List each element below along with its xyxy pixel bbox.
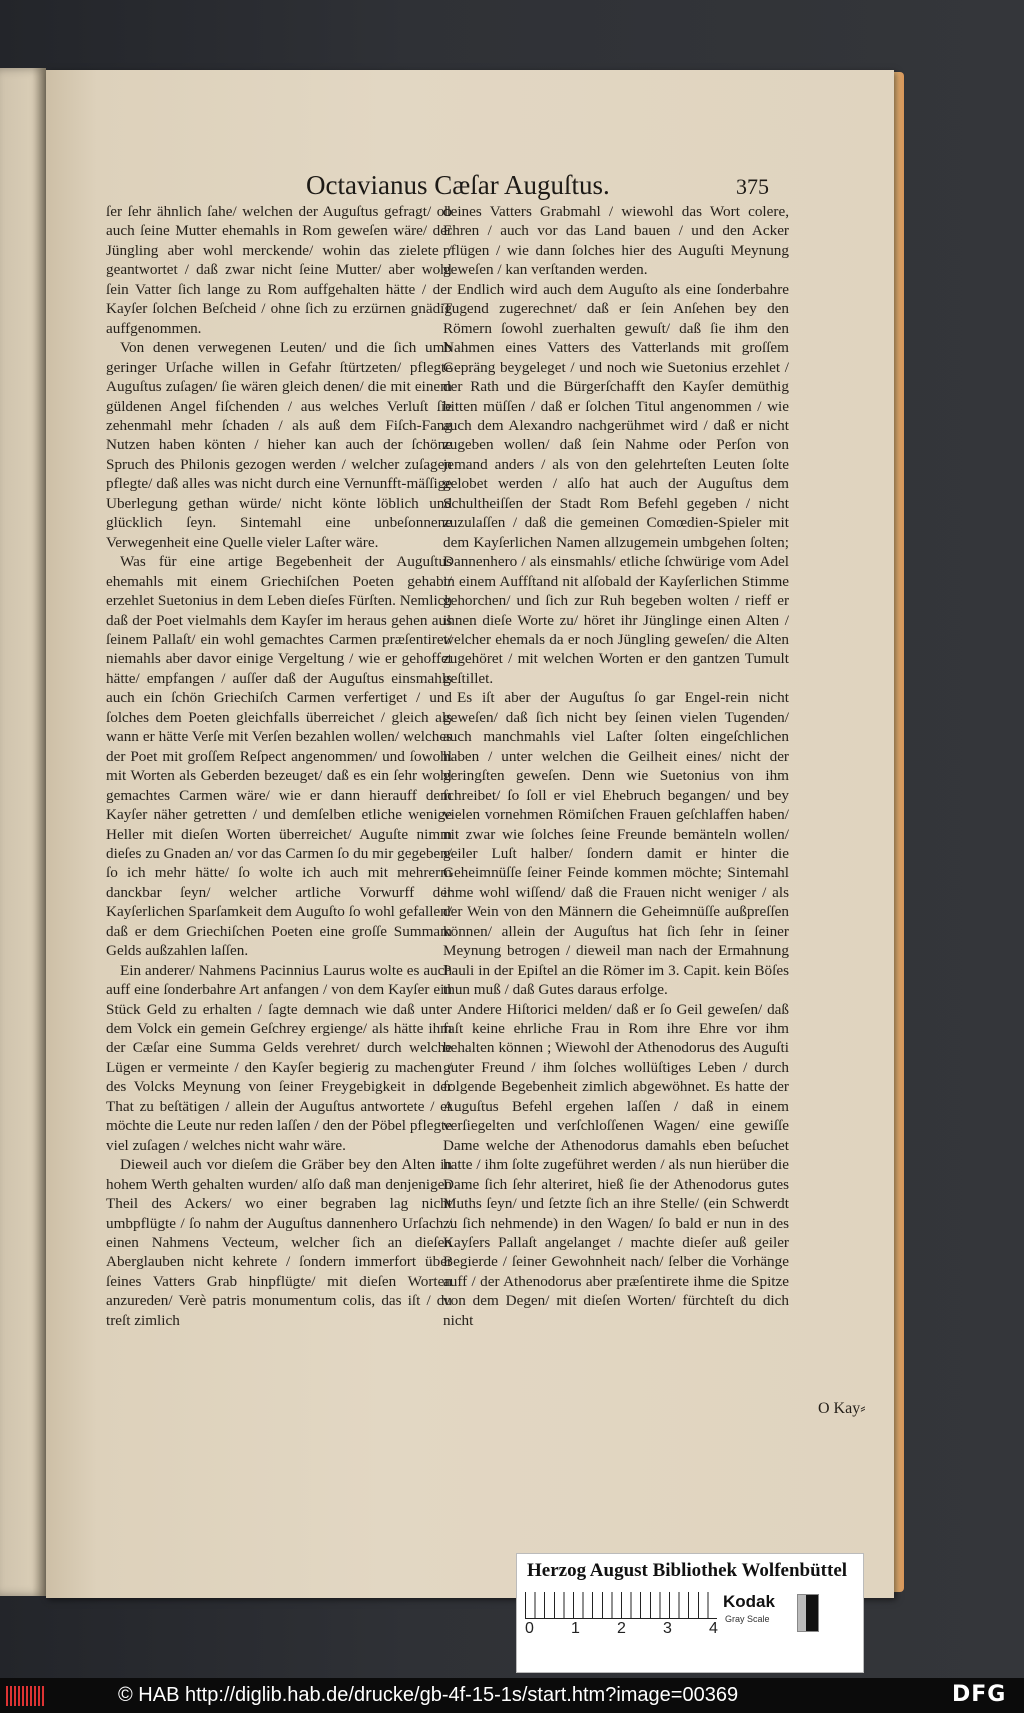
kodak-brand: Kodak bbox=[723, 1592, 775, 1611]
scale-number: 3 bbox=[663, 1620, 672, 1637]
paragraph: Von denen verwegenen Leuten/ und die ſich umb geringer Urſache willen in Gefahr ſtürtzeten/ pflegte Auguſtus zuſagen/ ſie wären gleich denen/ die mit einem güldenen Angel fiſchenden / aus welches Verluſt ſie zehenmahl mehr ſchaden / als auß dem Fiſch-Fang Nutzen haben könten / hieher kan auch der ſchöne Spruch des Philonis gezogen werden / welcher zuſagen pflegte/ daß alles was nicht durch eine Vernunfft-mäſſige Uberlegung gethan würde/ nicht könte löblich und glücklich ſeyn. Sintemahl eine unbeſonnene Verwegenheit eine Quelle vieler Laſter wäre. bbox=[106, 339, 452, 551]
page-number: 375 bbox=[736, 174, 769, 199]
scale-number: 1 bbox=[571, 1620, 580, 1637]
color-calibration-card bbox=[516, 1553, 864, 1673]
library-name: Herzog August Bibliothek Wolfenbüttel bbox=[527, 1560, 848, 1581]
paragraph: Dieweil auch vor dieſem die Gräber bey den Alten in hohem Werth gehalten wurden/ alſo daß man denjenigen Theil des Ackers/ wo einer begraben lag nicht umbpflügte / ſo nahm der Auguſtus dannenhero Urſach / einen Nahmens Vecteum, welcher ſich an dieſen Aberglauben nicht kehrete / ſondern immerfort über ſeines Vatters Grab hinpflügte/ mit dieſen Worten anzureden/ Verè patris monumentum colis, das iſt / du treſt zimlich bbox=[106, 1156, 452, 1329]
paragraph: Andere Hiſtorici melden/ daß er ſo Geil geweſen/ daß faſt keine ehrliche Frau in Rom ihre Ehre vor ihm behalten können ; Wiewohl der Athenodorus des Auguſti guter Freund / ihm ſolches wollüſtiges Leben / durch folgende Begebenheit zimlich abgewöhnet. Es hatte der Auguſtus Befehl ergehen laſſen / daß in einem verſiegelten und verſchloſſenen Wagen/ eine gewiſſe Dame welche der Athenodorus damahls eben beſuchet hatte / ihm ſolte zugeführet werden / als nun hierüber die Dame ſich ſehr alteriret, hieß ſie der Athenodorus gutes Muths ſeyn/ und ſetzte ſich an ihre Stelle/ (ein Schwerdt zu ſich nehmende) in den Wagen/ ſo bald er nun in des Kayſers Pallaſt angelanget / machte dieſer auß geiler Begierde / ſeiner Gewohnheit nach/ ſelber die Vorhänge auff / der Athenodorus aber præſentirete ihme die Spitze von dem Degen/ mit dieſen Worten/ fürchteſt du dich nicht bbox=[443, 1000, 789, 1329]
measurement-scale bbox=[525, 1592, 718, 1637]
paragraph: Es iſt aber der Auguſtus ſo gar Engel-rein nicht geweſen/ daß ſich nicht bey ſeinen vielen Tugenden/ auch manchmahls viel Laſter ſolten eingeſchlichen haben / unter welchen die Geilheit eines/ nicht der geringſten geweſen. Denn wie Suetonius von ihm ſchreibet/ ſo ſoll er viel Ehebruch begangen/ und bey vielen vornehmen Römiſchen Frauen geſchlaffen haben/ nit zwar wie ſolches ſeine Freunde bemänteln wollen/ geiler Luſt halber/ ſondern damit er hinter die Geheimnüſſe ſeiner Feinde kommen möchte; Sintemahl ihme wohl wiſſend/ daß die Frauen nicht weniger / als der Wein von den Männern die Geheimnüſſe außpreſſen können/ allein der Auguſtus hat ſich ſehr in ſeiner Meynung betrogen / dieweil man nach der Ermahnung Pauli in der Epiſtel an die Römer im 3. Capit. kein Böſes thun muß / daß Gutes daraus erfolge. bbox=[443, 689, 789, 999]
paragraph: Was für eine artige Begebenheit der Auguſtus ehemahls mit einem Griechiſchen Poeten gehabt/ erzehlet Suetonius in dem Leben dieſes Fürſten. Nemlich daß der Poet vielmahls dem Kayſer im heraus gehen aus ſeinem Pallaſt/ ein wohl gemachtes Carmen præſentiret/ niemahls aber davor einige Vergeltung / wie er gehoffet hätte/ empfangen / auſſer daß der Auguſtus einsmahls auch ein ſchön Griechiſch Carmen verfertiget / und ſolches dem Poeten gleichfalls überreichet / gleich als wann er hätte Verſe mit Verſen bezahlen wollen/ welches der Poet mit groſſem Reſpect angenommen/ und ſowohl mit Worten als Geberden bezeuget/ daß es ein ſehr wohl gemachtes Carmen wäre/ wie er dann hierauff dem Kayſer näher getretten / und demſelben etliche wenige Heller mit dieſen Worten überreichet/ Auguſte nimm dieſes zu Gnaden an/ vor das Carmen ſo du mir gegeben/ ſo ich mehr hätte/ ſo wolte ich auch mit mehrerm danckbar ſeyn/ welcher artliche Vorwurff der Kayſerlichen Sparſamkeit dem Auguſto ſo wohl gefallen/ daß er dem Griechiſchen Poeten eine groſſe Summam Gelds außzahlen laſſen. bbox=[106, 553, 452, 960]
barcode-icon bbox=[6, 1686, 46, 1706]
running-head: Octavianus Cæſar Auguſtus. bbox=[306, 170, 610, 200]
footer-bar bbox=[0, 1678, 1024, 1713]
paragraph: Ein anderer/ Nahmens Pacinnius Laurus wolte es auch auff eine ſonderbahre Art anfangen / von dem Kayſer ein Stück Geld zu erhalten / ſagte demnach wie daß unter dem Volck ein gemein Geſchrey ergienge/ als hätte ihm der Cæſar eine Summa Gelds verehret/ durch welche Lügen er vermeinte / den Kayſer begierig zu machen / des Volcks Meynung von ſeiner Freygebigkeit in der That zu beſtätigen / allein der Auguſtus antwortete / er möchte die Leute nur reden laſſen / den der Pöbel pflegte viel zuſagen / welches nicht wahr wäre. bbox=[106, 961, 452, 1154]
footer-credit-link[interactable]: © HAB http://diglib.hab.de/drucke/gb-4f-15-1s/start.htm?image=00369 bbox=[118, 1684, 739, 1706]
right-text-column bbox=[443, 202, 789, 1330]
scale-number: 2 bbox=[617, 1620, 626, 1637]
paragraph: ſer ſehr ähnlich ſahe/ welchen der Auguſtus gefragt/ ob auch ſeine Mutter ehemahls in Rom geweſen wäre/ der Jüngling aber wohl merckende/ wohin das zielete / geantwortet / daß zwar nicht ſeine Mutter/ aber wohl ſein Vatter ſich lange zu Rom auffgehalten hätte / der Kayſer ſolchen Beſcheid / ohne ſich zu erzürnen gnädig auffgenommen. bbox=[106, 203, 452, 337]
dfg-logo: DFG bbox=[952, 1682, 1007, 1707]
scale-number: 4 bbox=[709, 1620, 718, 1637]
gray-scale-label: Gray Scale bbox=[725, 1614, 770, 1624]
facing-page-edge bbox=[0, 68, 46, 1596]
paragraph: Endlich wird auch dem Auguſto als eine ſonderbahre Tugend zugerechnet/ daß er ſein Anſehen bey den Römern ſowohl zuerhalten gewuſt/ daß ſie ihm den Nahmen eines Vatters des Vatterlands mit groſſem Gepräng beygeleget / und noch wie Suetonius erzehlet / der Rath und die Bürgerſchafft den Kayſer demüthig bitten müſſen / daß er ſolchen Titul angenommen / wie auch dem Alexandro nachgerühmet wird / daß er nicht zugeben wollen/ daß ſein Nahme oder Perſon von jemand anders / als von den gelehrteſten Leuten ſolte gelobet werden / alſo hat auch der Auguſtus dem Schultheiſſen der Stadt Rom Befehl gegeben / nicht zuzulaſſen / daß die gemeinen Comœdien-Spieler mit dem Kayſerlichen Namen allzugemein umbgehen ſolten; Dannenhero / als einsmahls/ etliche ſchwürige vom Adel in einem Auffſtand nit alſobald der Kayſerlichen Stimme gehorchen/ und ſich zur Ruh begeben wolten / rieff er ihnen dieſe Worte zu/ höret ihr Jünglinge einen Alten / welcher ehemals da er noch Jüngling geweſen/ die Alten zugehöret / mit welchen Worten er den gantzen Tumult geſtillet. bbox=[443, 280, 789, 687]
left-text-column bbox=[106, 202, 452, 1330]
gray-swatch bbox=[797, 1594, 819, 1632]
page-fore-edge bbox=[894, 72, 904, 1592]
catchword: O Kay⸗ bbox=[818, 1400, 866, 1417]
paragraph: deines Vatters Grabmahl / wiewohl das Wort colere, Ehren / auch vor das Land bauen / und den Acker pflügen / wie dann ſolches hier des Auguſti Meynung geweſen / kan verſtanden werden. bbox=[443, 203, 789, 279]
scale-ticks bbox=[525, 1592, 717, 1619]
scale-number: 0 bbox=[525, 1620, 534, 1637]
